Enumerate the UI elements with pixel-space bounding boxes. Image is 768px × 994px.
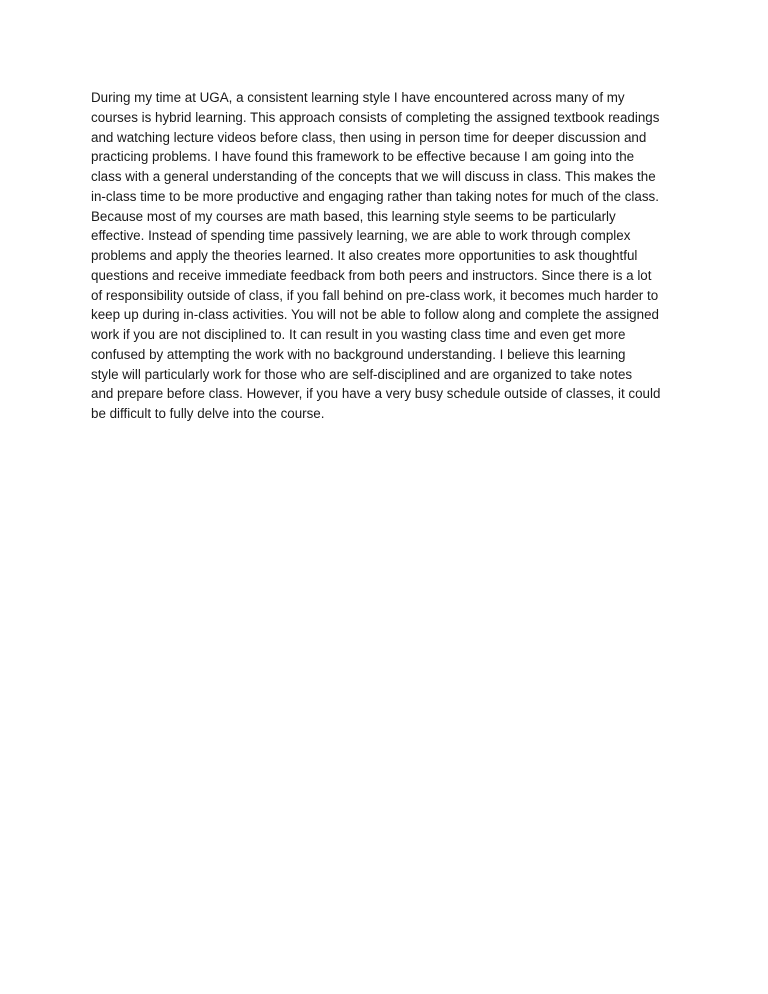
paragraph-line: Because most of my courses are math based, this learning style seems to be particularly (91, 208, 616, 224)
paragraph-line: of responsibility outside of class, if you fall behind on pre-class work, it becomes much harder to (91, 287, 659, 303)
paragraph-line: in-class time to be more productive and engaging rather than taking notes for much of the class. (91, 188, 659, 204)
paragraph-line: class with a general understanding of the concepts that we will discuss in class. This makes the (91, 169, 656, 184)
paragraph-line: work if you are not disciplined to. It can result in you wasting class time and even get more (91, 327, 626, 342)
paragraph-line: During my time at UGA, a consistent learning style I have encountered across many of my (91, 90, 625, 105)
paragraph-line: and watching lecture videos before class, then using in person time for deeper discussion and (91, 129, 647, 145)
paragraph-line: questions and receive immediate feedback from both peers and instructors. Since there is a lot (91, 267, 652, 283)
paragraph-line: effective. Instead of spending time passively learning, we are able to work through complex (91, 228, 631, 244)
paragraph-line: style will particularly work for those who are self-disciplined and are organized to take notes (91, 366, 633, 382)
paragraph-line: and prepare before class. However, if you have a very busy schedule outside of classes, it could (91, 386, 661, 402)
paragraph-line: keep up during in-class activities. You will not be able to follow along and complete the assigned (91, 307, 659, 323)
paragraph-line: be difficult to fully delve into the course. (91, 406, 325, 421)
paragraph-line: courses is hybrid learning. This approach consists of completing the assigned textbook readings (91, 109, 660, 125)
paragraph-line: practicing problems. I have found this framework to be effective because I am going into the (91, 149, 635, 165)
paragraph-line: confused by attempting the work with no background understanding. I believe this learning (91, 346, 626, 362)
paragraph-line: problems and apply the theories learned. It also creates more opportunities to ask thoughtful (91, 248, 638, 263)
essay-paragraph (91, 88, 691, 424)
